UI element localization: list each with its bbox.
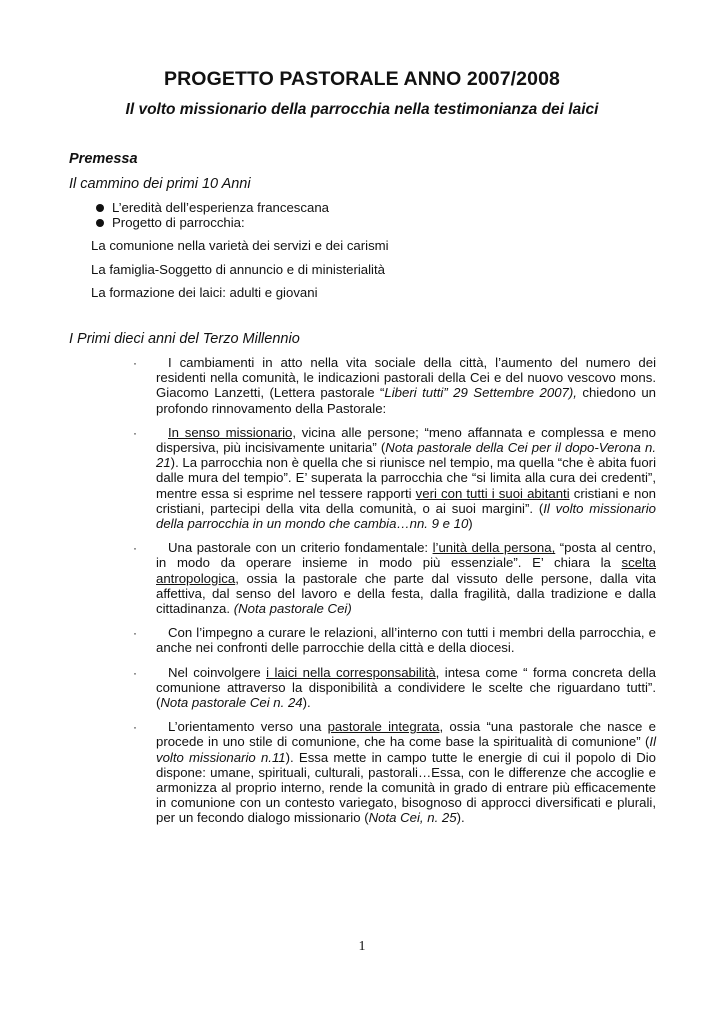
cammino-subheading: Il cammino dei primi 10 Anni bbox=[69, 176, 251, 192]
item-paragraph: L’orientamento verso una pastorale integrata, ossia “una pastorale che nasce e procede in uno stile di comunione, che ha come base la spiritualità di comunione” (Il volto missionario n.11). Essa mette in campo tutte le energie di cui il popolo di Dio dispone: umane, spirituali, culturali, pastorali…Essa, con le differenze che accoglie e armonizza al proprio interno, rende la comunità in grado di entrare più efficacemente in comunione con un contesto variegato, bisognoso di approcci diversificati e plurali, per un fecondo dialogo missionario (Nota Cei, n. 25). bbox=[156, 719, 656, 826]
list-item bbox=[133, 719, 656, 825]
page-number: 1 bbox=[358, 939, 366, 954]
item-marker: · bbox=[133, 665, 137, 680]
list-item bbox=[133, 355, 656, 416]
item-marker: · bbox=[133, 720, 137, 735]
premessa-heading: Premessa bbox=[69, 151, 138, 167]
item-marker: · bbox=[133, 356, 137, 370]
premessa-bullet-list bbox=[96, 200, 329, 230]
premessa-line: La formazione dei laici: adulti e giovani bbox=[91, 285, 318, 300]
document-title: PROGETTO PASTORALE ANNO 2007/2008 bbox=[164, 68, 560, 90]
bullet-icon bbox=[96, 219, 104, 227]
item-marker: · bbox=[133, 626, 137, 641]
list-item bbox=[133, 625, 656, 655]
premessa-line: La comunione nella varietà dei servizi e dei carismi bbox=[91, 238, 389, 253]
item-paragraph: Una pastorale con un criterio fondamentale: l’unità della persona, “posta al centro, in modo da operare insieme in modo più essenziale”. E’ chiara la scelta antropologica, ossia la pastorale che parte dal vissuto delle persone, dalla vita affettiva, dal senso del lavoro e della festa, dalla fragilità, dalla tradizione e dalla cittadinanza. (Nota pastorale Cei) bbox=[156, 540, 656, 617]
list-item bbox=[133, 540, 656, 616]
bullet-icon bbox=[96, 204, 104, 212]
list-item bbox=[133, 425, 656, 531]
list-item bbox=[96, 215, 329, 230]
item-paragraph: In senso missionario, vicina alle persone; “meno affannata e complessa e meno dispersiva, più incisivamente unitaria” (Nota pastorale della Cei per il dopo-Verona n. 21). La parrocchia non è quella che si riunisce nel tempio, ma quella “che è abita fuori dalle mura del tempio”. E’ superata la parrocchia che “si limita alla cura dei credenti”, mentre essa si esprime nel tessere rapporti veri con tutti i suoi abitanti cristiani e non cristiani, partecipi della vita della comunità, o ai suoi margini”. (Il volto missionario della parrocchia in un mondo che cambia…nn. 9 e 10) bbox=[156, 424, 657, 532]
bullet-text: L’eredità dell’esperienza francescana bbox=[112, 200, 330, 215]
item-marker: · bbox=[133, 541, 137, 556]
premessa-line: La famiglia-Soggetto di annuncio e di ministerialità bbox=[91, 262, 385, 277]
bullet-text: Progetto di parrocchia: bbox=[112, 215, 245, 230]
item-marker: · bbox=[133, 425, 137, 440]
list-item bbox=[96, 200, 329, 215]
section-item-list bbox=[133, 355, 656, 835]
document-subtitle: Il volto missionario della parrocchia nella testimonianza dei laici bbox=[125, 101, 599, 118]
item-paragraph: I cambiamenti in atto nella vita sociale della città, l’aumento del numero dei residenti nella comunità, le indicazioni pastorali della Cei e del nuovo vescovo mons. Giacomo Lanzetti, (Lettera pastorale “Liberi tutti” 29 Settembre 2007), chiedono un profondo rinnovamento della Pastorale: bbox=[156, 355, 656, 416]
item-paragraph: Con l’impegno a curare le relazioni, all’interno con tutti i membri della parrocchia, e anche nei confronti delle parrocchie della città e della diocesi. bbox=[156, 625, 656, 656]
list-item bbox=[133, 665, 656, 711]
section-heading: I Primi dieci anni del Terzo Millennio bbox=[69, 331, 300, 347]
item-paragraph: Nel coinvolgere i laici nella corresponsabilità, intesa come “ forma concreta della comunione attraverso la disponibilità a condividere le scelte che riguardano tutti”. (Nota pastorale Cei n. 24). bbox=[156, 664, 656, 711]
